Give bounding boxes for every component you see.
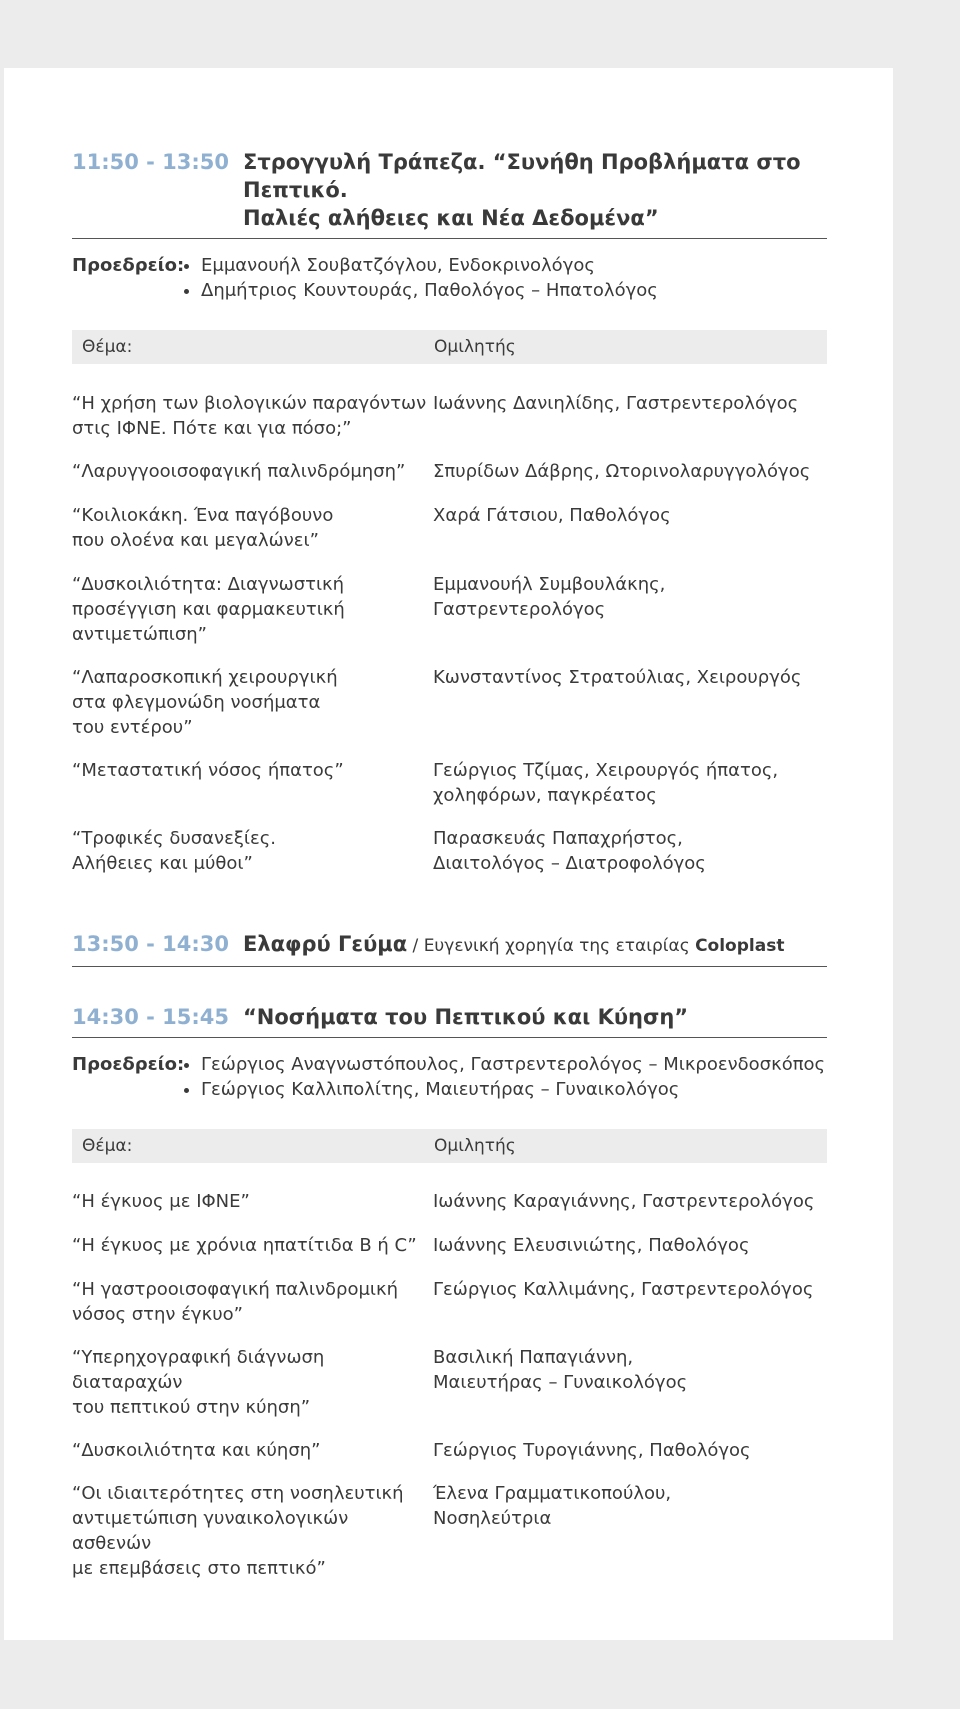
topic-row [72,1233,827,1258]
topic-title: “Οι ιδιαιτερότητες στη νοσηλευτική αντιμετώπιση γυναικολογικών ασθενών με επεμβάσεις στο πεπτικό” [72,1483,404,1579]
session-lunch [72,930,827,967]
chairs-label: Προεδρείο: [72,255,185,276]
topic-row [72,665,827,740]
topic-row [72,1345,827,1420]
topic-title: “Η έγκυος με χρόνια ηπατίτιδα Β ή C” [72,1235,417,1256]
topic-row [72,391,827,441]
topic-row [72,1438,827,1463]
topic-row [72,758,827,808]
topic-column-header: Θέμα: [82,1136,133,1156]
topic-speaker: Γεώργιος Καλλιμάνης, Γαστρεντερολόγος [433,1279,814,1300]
topic-title: “Η έγκυος με ΙΦΝΕ” [72,1191,250,1212]
topic-title: “Υπερηχογραφική διάγνωση διαταραχών του πεπτικού στην κύηση” [72,1347,325,1418]
topic-title: “Η γαστροοισοφαγική παλινδρομική νόσος στην έγκυο” [72,1279,399,1325]
session-roundtable [72,148,827,876]
session-header [72,148,827,239]
topic-row [72,459,827,484]
chairs-block [72,253,827,303]
lunch-title: Ελαφρύ Γεύμα [243,932,408,956]
topic-speaker: Γεώργιος Τζίμας, Χειρουργός ήπατος, χοληφόρων, παγκρέατος [433,760,779,806]
topic-row [72,1277,827,1327]
session-time: 14:30 - 15:45 [72,1005,230,1029]
topic-speaker: Χαρά Γάτσιου, Παθολόγος [433,505,671,526]
topic-title: “Τροφικές δυσανεξίες. Αλήθειες και μύθοι” [72,828,276,874]
topic-speaker: Εμμανουήλ Συμβουλάκης, Γαστρεντερολόγος [433,574,666,620]
topic-title: “Κοιλιοκάκη. Ένα παγόβουνο που ολοένα και μεγαλώνει” [72,505,334,551]
session-pregnancy [72,1003,827,1581]
chair-item: • Δημήτριος Κουντουράς, Παθολόγος – Ηπατολόγος [201,278,658,303]
session-header [72,1003,827,1038]
topic-row [72,1481,827,1581]
topic-title: “Η χρήση των βιολογικών παραγόντων στις ΙΦΝΕ. Πότε και για πόσο;” [72,393,427,439]
topic-table-header [72,330,827,364]
session-time: 13:50 - 14:30 [72,932,230,956]
program-page [4,68,893,1640]
chairs-label: Προεδρείο: [72,1054,185,1075]
topic-speaker: Κωνσταντίνος Στρατούλιας, Χειρουργός [433,667,802,688]
session-title: Στρογγυλή Τράπεζα. “Συνήθη Προβλήματα στο Πεπτικό. Παλιές αλήθειες και Νέα Δεδομένα” [243,150,801,230]
chair-item: • Γεώργιος Καλλιπολίτης, Μαιευτήρας – Γυναικολόγος [201,1077,825,1102]
speaker-column-header: Ομιλητής [434,1136,516,1156]
chairs-block [72,1052,827,1102]
speaker-column-header: Ομιλητής [434,337,516,357]
chairs-list [178,253,658,303]
session-header [72,930,827,967]
topic-title: “Μεταστατική νόσος ήπατος” [72,760,344,781]
chairs-list [178,1052,825,1102]
topic-row [72,826,827,876]
topic-column-header: Θέμα: [82,337,133,357]
sponsor-text: / Ευγενική χορηγία της εταιρίας [407,936,696,956]
topic-title: “Δυσκοιλιότητα: Διαγνωστική προσέγγιση και φαρμακευτική αντιμετώπιση” [72,574,345,645]
topic-row [72,572,827,647]
topic-speaker: Παρασκευάς Παπαχρήστος, Διαιτολόγος – Διατροφολόγος [433,828,706,874]
session-title [243,930,784,960]
chair-item: • Γεώργιος Αναγνωστόπουλος, Γαστρεντερολόγος – Μικροενδοσκόπος [201,1052,825,1077]
topic-speaker: Βασιλική Παπαγιάννη, Μαιευτήρας – Γυναικολόγος [433,1347,688,1393]
topic-speaker: Γεώργιος Τυρογιάννης, Παθολόγος [433,1440,751,1461]
topic-row [72,503,827,553]
topic-row [72,1189,827,1214]
sponsor-name: Coloplast [695,936,785,956]
topic-speaker: Ιωάννης Ελευσινιώτης, Παθολόγος [433,1235,750,1256]
topic-title: “Λαπαροσκοπική χειρουργική στα φλεγμονώδη νοσήματα του εντέρου” [72,667,338,738]
topic-title: “Λαρυγγοοισοφαγική παλινδρόμηση” [72,461,406,482]
topic-speaker: Έλενα Γραμματικοπούλου, Νοσηλεύτρια [433,1483,672,1529]
topic-table-header [72,1129,827,1163]
session-title: “Νοσήματα του Πεπτικού και Κύηση” [243,1005,689,1029]
program-content [72,148,827,1581]
topic-speaker: Ιωάννης Καραγιάννης, Γαστρεντερολόγος [433,1191,815,1212]
topic-title: “Δυσκοιλιότητα και κύηση” [72,1440,321,1461]
chair-item: • Εμμανουήλ Σουβατζόγλου, Ενδοκρινολόγος [201,253,658,278]
topic-speaker: Σπυρίδων Δάβρης, Ωτορινολαρυγγολόγος [433,461,811,482]
session-time: 11:50 - 13:50 [72,150,230,174]
topic-speaker: Ιωάννης Δανιηλίδης, Γαστρεντερολόγος [433,393,799,414]
